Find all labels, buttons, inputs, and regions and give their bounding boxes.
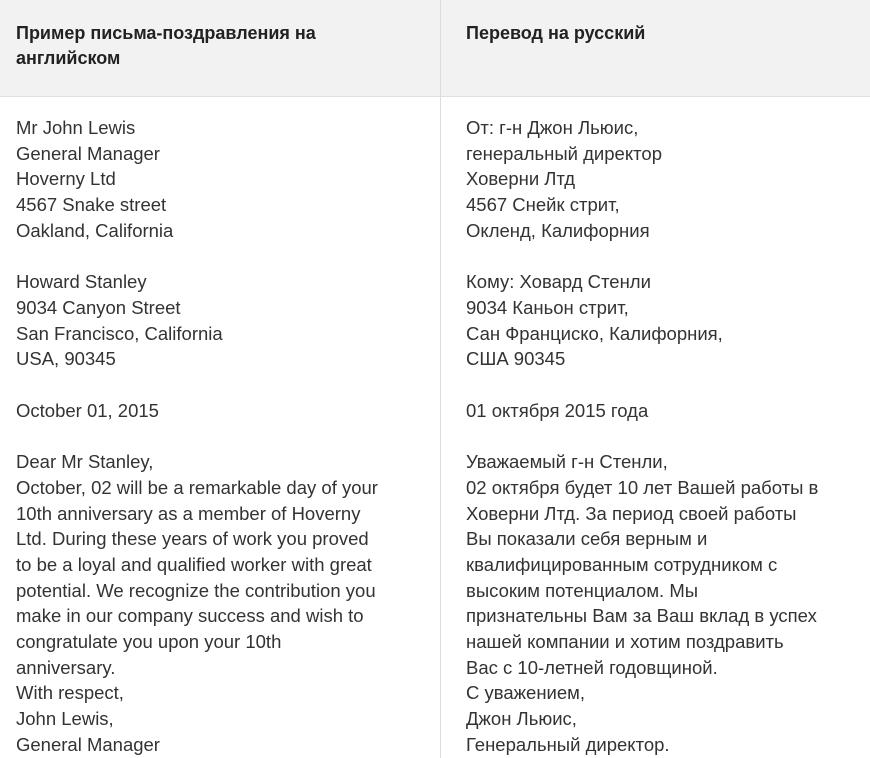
text-line: Окленд, Калифорния <box>466 219 650 241</box>
text-line: anniversary. <box>16 656 116 678</box>
text-line: October, 02 will be a remarkable day of your <box>16 476 378 498</box>
text-line: США 90345 <box>466 348 566 370</box>
text-line: potential. We recognize the contribution you <box>16 579 376 601</box>
text-line: нашей компании и хотим поздравить <box>466 631 784 653</box>
text-line: 10th anniversary as a member of Hoverny <box>16 502 361 524</box>
letter-date: October 01, 2015 <box>16 399 159 421</box>
letter-date: 01 октября 2015 года <box>466 399 649 421</box>
english-column-title: Пример письма-поздравления на английском <box>16 23 316 68</box>
text-line: With respect, <box>16 682 124 704</box>
letter-body <box>466 449 866 757</box>
text-line: Howard Stanley <box>16 271 147 293</box>
sender-block <box>16 115 431 244</box>
text-line: высоким потенциалом. Мы <box>466 579 699 601</box>
russian-column-title: Перевод на русский <box>466 23 646 43</box>
text-line: to be a loyal and qualified worker with great <box>16 553 372 575</box>
text-line: make in our company success and wish to <box>16 605 364 627</box>
text-line: Уважаемый г-н Стенли, <box>466 451 668 473</box>
text-line: General Manager <box>16 142 160 164</box>
text-line: San Francisco, California <box>16 322 223 344</box>
text-line: генеральный директор <box>466 142 662 164</box>
text-line: 9034 Canyon Street <box>16 296 181 318</box>
text-line: Вас с 10-летней годовщиной. <box>466 656 718 678</box>
text-line: Mr John Lewis <box>16 117 136 138</box>
text-line: Кому: Ховард Стенли <box>466 271 651 293</box>
text-line: Hoverny Ltd <box>16 168 116 190</box>
text-line: 4567 Snake street <box>16 194 167 216</box>
text-line: congratulate you upon your 10th <box>16 631 282 653</box>
text-line: Генеральный директор. <box>466 733 670 755</box>
text-line: 9034 Каньон стрит, <box>466 296 629 318</box>
russian-letter <box>466 115 866 758</box>
text-line: Ховерни Лтд. За период своей работы <box>466 502 797 524</box>
text-line: Dear Mr Stanley, <box>16 451 154 473</box>
text-line: Ховерни Лтд <box>466 168 576 190</box>
english-letter <box>16 115 431 758</box>
column-divider <box>440 0 441 758</box>
text-line: Oakland, California <box>16 219 174 241</box>
text-line: 4567 Снейк стрит, <box>466 194 620 216</box>
sender-block <box>466 115 866 244</box>
text-line: квалифицированным сотрудником с <box>466 553 778 575</box>
text-line: С уважением, <box>466 682 586 704</box>
recipient-block <box>16 269 431 372</box>
text-line: Вы показали себя верным и <box>466 528 708 550</box>
letter-body <box>16 449 431 757</box>
text-line: USA, 90345 <box>16 348 116 370</box>
text-line: Джон Льюис, <box>466 708 577 730</box>
text-line: От: г-н Джон Льюис, <box>466 117 639 138</box>
text-line: General Manager <box>16 733 160 755</box>
recipient-block <box>466 269 866 372</box>
text-line: признательны Вам за Ваш вклад в успех <box>466 605 817 627</box>
text-line: John Lewis, <box>16 708 114 730</box>
text-line: Ltd. During these years of work you proved <box>16 528 369 550</box>
text-line: 02 октября будет 10 лет Вашей работы в <box>466 476 819 498</box>
text-line: Сан Франциско, Калифорния, <box>466 322 723 344</box>
